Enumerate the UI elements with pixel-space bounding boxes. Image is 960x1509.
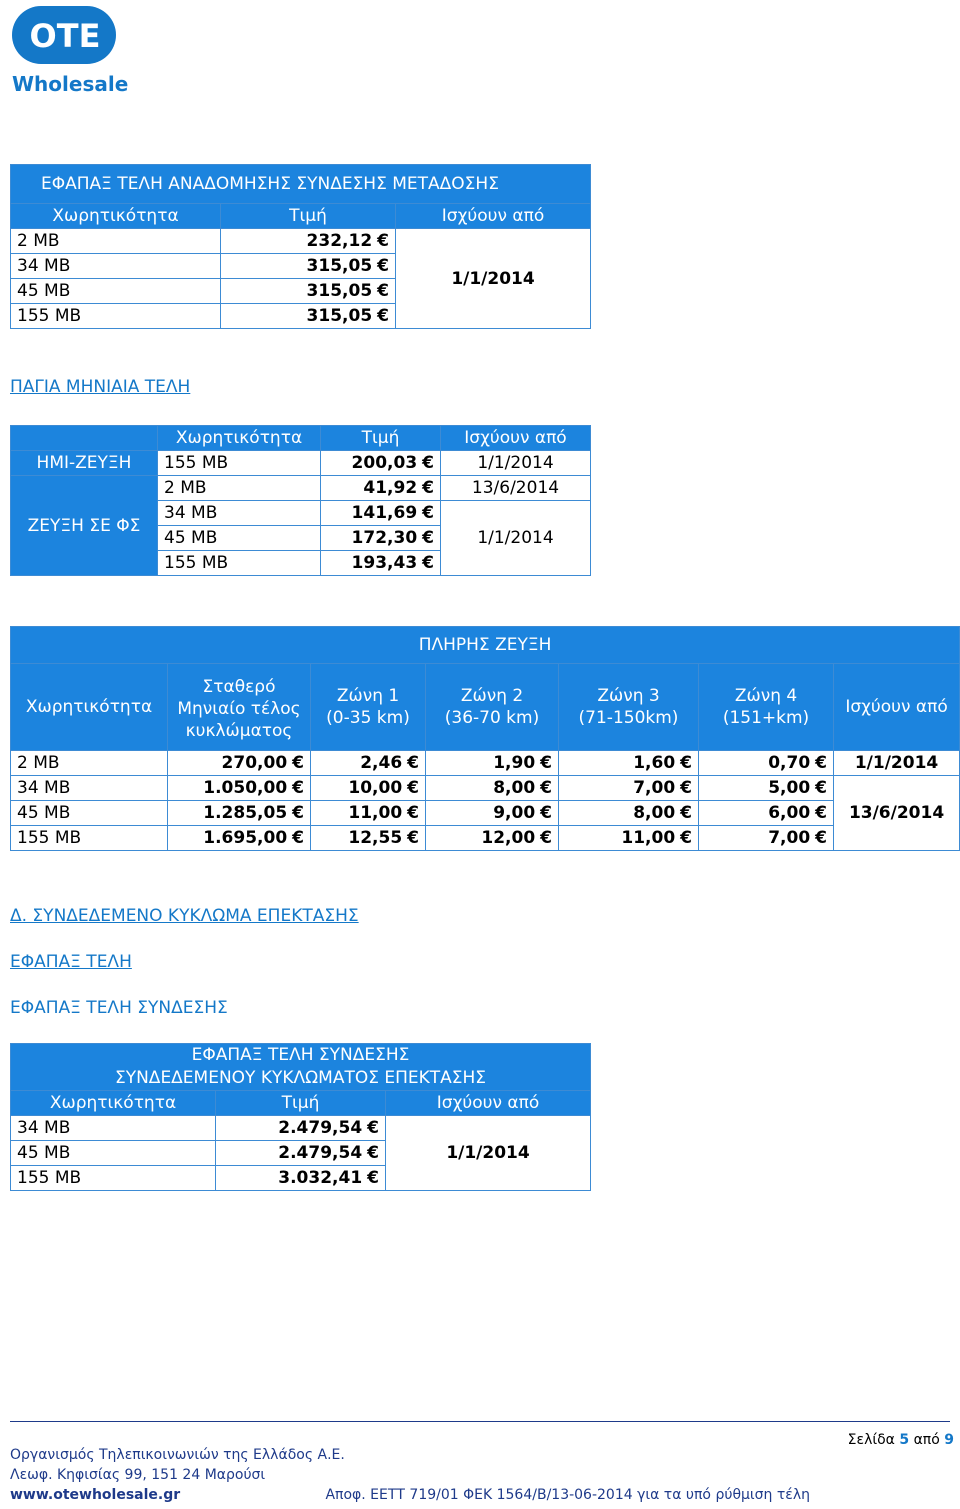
cell-zone3: 7,00 € [559, 776, 699, 801]
table1-title: ΕΦΑΠΑΞ ΤΕΛΗ ΑΝΑΔΟΜΗΣΗΣ ΣΥΝΔΕΣΗΣ ΜΕΤΑΔΟΣΗΣ [11, 165, 591, 204]
table2-header-valid: Ισχύουν από [441, 426, 591, 451]
euro-icon: € [292, 828, 304, 848]
euro-icon: € [540, 803, 552, 823]
euro-icon: € [367, 1143, 379, 1163]
table-full-link [10, 626, 960, 851]
cell-zone3: 8,00 € [559, 801, 699, 826]
table1-header-valid: Ισχύουν από [396, 204, 591, 229]
table4-header-price: Τιμή [216, 1091, 386, 1116]
table4-header-capacity: Χωρητικότητα [11, 1091, 216, 1116]
cell-price: 3.032,41 € [216, 1166, 386, 1191]
cell-zone1: 11,00 € [311, 801, 426, 826]
cell-capacity: 155 MB [11, 826, 168, 851]
cell-price: 232,12 € [221, 229, 396, 254]
cell-capacity: 34 MB [11, 254, 221, 279]
cell-zone1: 12,55 € [311, 826, 426, 851]
cell-price: 2.479,54 € [216, 1116, 386, 1141]
cell-zone3: 11,00 € [559, 826, 699, 851]
euro-icon: € [377, 231, 389, 251]
section-heading-extension-circuit: Δ. ΣΥΝΔΕΔΕΜΕΝΟ ΚΥΚΛΩΜΑ ΕΠΕΚΤΑΣΗΣ [10, 906, 359, 926]
cell-zone2: 1,90 € [426, 751, 559, 776]
cell-fixed-fee: 270,00 € [168, 751, 311, 776]
table3-header-zone1: Ζώνη 1 (0-35 km) [311, 664, 426, 751]
euro-icon: € [407, 828, 419, 848]
section-heading-monthly-fees: ΠΑΓΙΑ ΜΗΝΙΑΙΑ ΤΕΛΗ [10, 377, 191, 397]
euro-icon: € [540, 753, 552, 773]
cell-price: 315,05 € [221, 254, 396, 279]
table-row [11, 1116, 591, 1141]
cell-zone1: 2,46 € [311, 751, 426, 776]
cell-zone4: 7,00 € [699, 826, 834, 851]
cell-zone4: 0,70 € [699, 751, 834, 776]
euro-icon: € [540, 828, 552, 848]
table3-header-capacity: Χωρητικότητα [11, 664, 168, 751]
table-row [11, 826, 960, 851]
table-extension-connection-fees [10, 1043, 591, 1191]
cell-capacity: 45 MB [11, 1141, 216, 1166]
table-row [11, 476, 591, 501]
cell-capacity: 155 MB [158, 451, 321, 476]
table3-header-fixed-fee: Σταθερό Μηνιαίο τέλος κυκλώματος [168, 664, 311, 751]
euro-icon: € [292, 753, 304, 773]
table2-header-capacity: Χωρητικότητα [158, 426, 321, 451]
table-row [11, 801, 960, 826]
ote-logo-icon [10, 4, 120, 68]
cell-capacity: 45 MB [11, 801, 168, 826]
cell-capacity: 34 MB [158, 501, 321, 526]
row-group-half-link: ΗΜΙ-ΖΕΥΞΗ [11, 451, 158, 476]
table4-title: ΕΦΑΠΑΞ ΤΕΛΗ ΣΥΝΔΕΣΗΣ ΣΥΝΔΕΔΕΜΕΝΟΥ ΚΥΚΛΩΜΑΤΟΣ ΕΠΕΚΤΑΣΗΣ [11, 1044, 591, 1091]
cell-valid-from: 1/1/2014 [386, 1116, 591, 1191]
euro-icon: € [680, 778, 692, 798]
cell-capacity: 155 MB [158, 551, 321, 576]
cell-fixed-fee: 1.695,00 € [168, 826, 311, 851]
euro-icon: € [540, 778, 552, 798]
cell-valid-from: 1/1/2014 [834, 751, 960, 776]
euro-icon: € [815, 803, 827, 823]
cell-capacity: 45 MB [158, 526, 321, 551]
cell-capacity: 2 MB [11, 751, 168, 776]
cell-capacity: 155 MB [11, 304, 221, 329]
euro-icon: € [377, 256, 389, 276]
footer-organization: Οργανισμός Τηλεπικοινωνιών της Ελλάδος Α.Ε. [10, 1447, 345, 1463]
table-row [11, 751, 960, 776]
table1-header-capacity: Χωρητικότητα [11, 204, 221, 229]
cell-capacity: 45 MB [11, 279, 221, 304]
footer-regulation-note: Αποφ. ΕΕΤΤ 719/01 ΦΕΚ 1564/Β/13-06-2014 για τα υπό ρύθμιση τέλη [325, 1487, 810, 1503]
cell-capacity: 2 MB [11, 229, 221, 254]
cell-zone2: 12,00 € [426, 826, 559, 851]
cell-capacity: 155 MB [11, 1166, 216, 1191]
footer-website-link[interactable]: www.otewholesale.gr [10, 1487, 181, 1503]
cell-zone1: 10,00 € [311, 776, 426, 801]
table3-header-zone3: Ζώνη 3 (71-150km) [559, 664, 699, 751]
table-monthly-fees [10, 425, 591, 576]
euro-icon: € [815, 828, 827, 848]
euro-icon: € [815, 778, 827, 798]
cell-capacity: 34 MB [11, 1116, 216, 1141]
cell-zone4: 6,00 € [699, 801, 834, 826]
cell-price: 41,92 € [321, 476, 441, 501]
table4-header-valid: Ισχύουν από [386, 1091, 591, 1116]
cell-price: 141,69 € [321, 501, 441, 526]
section-heading-one-off-connection: ΕΦΑΠΑΞ ΤΕΛΗ ΣΥΝΔΕΣΗΣ [10, 998, 228, 1018]
euro-icon: € [292, 803, 304, 823]
page-number: Σελίδα 5 από 9 [847, 1432, 954, 1448]
table3-title: ΠΛΗΡΗΣ ΖΕΥΞΗ [11, 627, 960, 664]
cell-zone4: 5,00 € [699, 776, 834, 801]
cell-zone2: 8,00 € [426, 776, 559, 801]
euro-icon: € [815, 753, 827, 773]
euro-icon: € [680, 803, 692, 823]
euro-icon: € [367, 1168, 379, 1188]
cell-valid-from: 1/1/2014 [441, 501, 591, 576]
table1-header-price: Τιμή [221, 204, 396, 229]
section-heading-one-off-fees: ΕΦΑΠΑΞ ΤΕΛΗ [10, 952, 132, 972]
table-row [11, 229, 591, 254]
cell-price: 315,05 € [221, 279, 396, 304]
table-row [11, 776, 960, 801]
cell-capacity: 2 MB [158, 476, 321, 501]
cell-valid-from: 1/1/2014 [396, 229, 591, 329]
euro-icon: € [407, 778, 419, 798]
euro-icon: € [377, 281, 389, 301]
euro-icon: € [422, 453, 434, 473]
cell-price: 315,05 € [221, 304, 396, 329]
cell-price: 172,30 € [321, 526, 441, 551]
cell-fixed-fee: 1.285,05 € [168, 801, 311, 826]
table2-header-price: Τιμή [321, 426, 441, 451]
euro-icon: € [292, 778, 304, 798]
cell-zone3: 1,60 € [559, 751, 699, 776]
cell-valid-from: 1/1/2014 [441, 451, 591, 476]
footer-divider [10, 1421, 950, 1422]
cell-price: 200,03 € [321, 451, 441, 476]
euro-icon: € [680, 828, 692, 848]
logo-subtitle: Wholesale [12, 72, 129, 96]
euro-icon: € [377, 306, 389, 326]
table-row [11, 451, 591, 476]
cell-price: 193,43 € [321, 551, 441, 576]
cell-valid-from: 13/6/2014 [441, 476, 591, 501]
euro-icon: € [422, 503, 434, 523]
table-reconnection-fees [10, 164, 591, 329]
table3-header-valid: Ισχύουν από [834, 664, 960, 751]
table3-header-zone4: Ζώνη 4 (151+km) [699, 664, 834, 751]
euro-icon: € [422, 528, 434, 548]
cell-price: 2.479,54 € [216, 1141, 386, 1166]
euro-icon: € [407, 753, 419, 773]
cell-fixed-fee: 1.050,00 € [168, 776, 311, 801]
footer-address: Λεωφ. Κηφισίας 99, 151 24 Μαρούσι [10, 1467, 266, 1483]
table3-header-zone2: Ζώνη 2 (36-70 km) [426, 664, 559, 751]
euro-icon: € [407, 803, 419, 823]
euro-icon: € [680, 753, 692, 773]
cell-capacity: 34 MB [11, 776, 168, 801]
euro-icon: € [422, 553, 434, 573]
euro-icon: € [367, 1118, 379, 1138]
logo-mark: OTE [29, 17, 101, 55]
cell-valid-from: 13/6/2014 [834, 776, 960, 851]
cell-zone2: 9,00 € [426, 801, 559, 826]
table2-corner [11, 426, 158, 451]
row-group-link-in-fs: ΖΕΥΞΗ ΣΕ ΦΣ [11, 476, 158, 576]
euro-icon: € [422, 478, 434, 498]
ote-wholesale-logo [10, 4, 129, 96]
